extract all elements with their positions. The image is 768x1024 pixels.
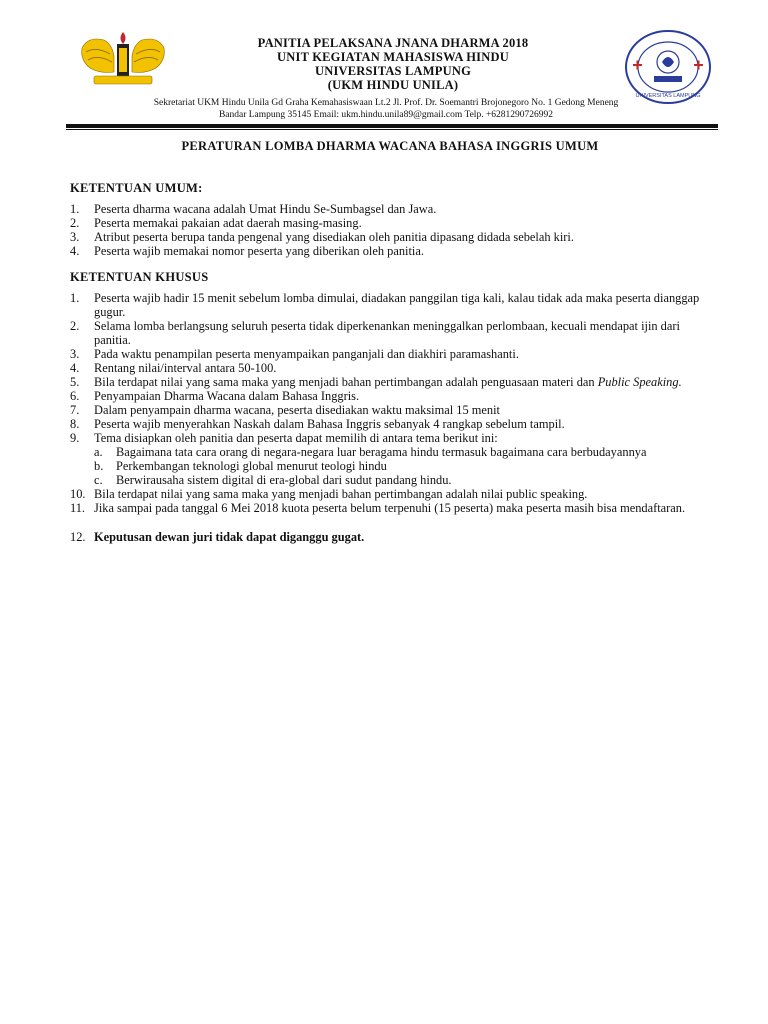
- letterhead: [0, 0, 768, 132]
- sub-list-item: [94, 473, 710, 487]
- header-line-2: UNIT KEGIATAN MAHASISWA HINDU: [277, 50, 509, 64]
- sub-list-text: Berwirausaha sistem digital di era-global dari sudut pandang hindu.: [116, 473, 452, 487]
- address-block: [100, 97, 672, 121]
- sub-list-letter: b.: [94, 459, 104, 473]
- list-item-final-decision: [70, 530, 710, 544]
- list-text: Dalam penyampain dharma wacana, peserta disediakan waktu maksimal 15 menit: [94, 403, 500, 417]
- list-text: Rentang nilai/interval antara 50-100.: [94, 361, 277, 375]
- header-line-3: UNIVERSITAS LAMPUNG: [314, 64, 471, 78]
- list-item: [70, 244, 710, 258]
- document-body: [70, 139, 710, 544]
- list-number: 5.: [70, 375, 80, 389]
- list-number: 2.: [70, 319, 80, 333]
- list-number: 2.: [70, 216, 80, 230]
- list-text: Peserta dharma wacana adalah Umat Hindu Se-Sumbagsel dan Jawa.: [94, 202, 437, 216]
- ukm-hindu-seal-logo: [624, 28, 712, 106]
- list-text-main: Bila terdapat nilai yang sama maka yang menjadi bahan pertimbangan adalah penguasaan materi dan: [94, 375, 595, 389]
- list-item: [70, 431, 710, 445]
- list-text: Jika sampai pada tanggal 6 Mei 2018 kuota peserta belum terpenuhi (15 peserta) maka peserta masih bisa mendaftaran.: [94, 501, 686, 515]
- list-item: [70, 403, 710, 417]
- list-text: Peserta wajib memakai nomor peserta yang diberikan oleh panitia.: [94, 244, 424, 258]
- list-item: [70, 389, 710, 403]
- university-emblem-logo: [76, 30, 170, 88]
- document-title: PERATURAN LOMBA DHARMA WACANA BAHASA INGGRIS UMUM: [181, 139, 599, 153]
- list-number: 1.: [70, 202, 80, 216]
- list-item: [70, 375, 710, 389]
- list-text: Bila terdapat nilai yang sama maka yang menjadi bahan pertimbangan adalah nilai public speaking.: [94, 487, 588, 501]
- list-text: Selama lomba berlangsung seluruh peserta tidak diperkenankan meninggalkan perlombaan, kecuali mendapat ijin dari panitia.: [94, 319, 680, 347]
- list-number: 7.: [70, 403, 80, 417]
- header-divider-thin: [66, 129, 718, 130]
- list-text: [94, 375, 710, 389]
- sub-list-text: Perkembangan teknologi global menurut teologi hindu: [116, 459, 387, 473]
- list-text: Peserta wajib hadir 15 menit sebelum lomba dimulai, diadakan panggilan tiga kali, kalau tidak ada maka peserta dianggap gugur.: [94, 291, 700, 319]
- list-number: 12.: [70, 530, 86, 544]
- header-divider-thick: [66, 124, 718, 128]
- list-number: 9.: [70, 431, 80, 445]
- list-number: 4.: [70, 244, 80, 258]
- specific-rules-list: [70, 291, 710, 544]
- list-number: 10.: [70, 487, 86, 501]
- list-text: Atribut peserta berupa tanda pengenal yang disediakan oleh panitia dipasang didada sebelah kiri.: [94, 230, 574, 244]
- list-number: 8.: [70, 417, 80, 431]
- list-item: [70, 487, 710, 501]
- list-item: [70, 501, 710, 515]
- header-line-1: PANITIA PELAKSANA JNANA DHARMA 2018: [257, 36, 529, 50]
- address-line-1: Sekretariat UKM Hindu Unila Gd Graha Kemahasiswaan Lt.2 Jl. Prof. Dr. Soemantri Brojonegoro No. 1 Gedong Meneng: [153, 98, 619, 108]
- list-number: 6.: [70, 389, 80, 403]
- list-number: 11.: [70, 501, 86, 515]
- list-text: Peserta wajib menyerahkan Naskah dalam Bahasa Inggris sebanyak 4 rangkap sebelum tampil.: [94, 417, 565, 431]
- sub-list-text: Bagaimana tata cara orang di negara-negara luar beragama hindu termasuk bagaimana cara berbudayannya: [116, 445, 647, 459]
- seal-text: UNIVERSITAS LAMPUNG: [635, 93, 701, 99]
- sub-list-item: [94, 459, 710, 473]
- list-number: 4.: [70, 361, 80, 375]
- address-line-2: Bandar Lampung 35145 Email: ukm.hindu.unila89@gmail.com Telp. +6281290726992: [218, 110, 554, 120]
- list-item: [70, 361, 710, 375]
- list-item: [70, 417, 710, 431]
- list-number: 3.: [70, 347, 80, 361]
- list-text: Keputusan dewan juri tidak dapat diganggu gugat.: [94, 530, 365, 544]
- section-heading-specific: KETENTUAN KHUSUS: [70, 270, 209, 284]
- list-text: Penyampaian Dharma Wacana dalam Bahasa Inggris.: [94, 389, 360, 403]
- list-item: [70, 216, 710, 230]
- sub-list-item: [94, 445, 710, 459]
- list-item: [70, 319, 710, 347]
- list-text: Peserta memakai pakaian adat daerah masing-masing.: [94, 216, 362, 230]
- list-text-italic: Public Speaking.: [597, 375, 682, 389]
- header-line-4: (UKM HINDU UNILA): [327, 78, 459, 92]
- list-item: [70, 230, 710, 244]
- list-item: [70, 291, 710, 319]
- list-item: [70, 347, 710, 361]
- general-rules-list: [70, 202, 710, 258]
- sub-list-letter: c.: [94, 473, 103, 487]
- list-text: Tema disiapkan oleh panitia dan peserta dapat memilih di antara tema berikut ini:: [94, 431, 498, 445]
- list-number: 1.: [70, 291, 80, 305]
- sub-list-letter: a.: [94, 445, 103, 459]
- organization-header: [170, 36, 616, 92]
- section-heading-general: KETENTUAN UMUM:: [70, 181, 203, 195]
- list-number: 3.: [70, 230, 80, 244]
- list-text: Pada waktu penampilan peserta menyampaikan panganjali dan diakhiri paramashanti.: [94, 347, 519, 361]
- list-item: [70, 202, 710, 216]
